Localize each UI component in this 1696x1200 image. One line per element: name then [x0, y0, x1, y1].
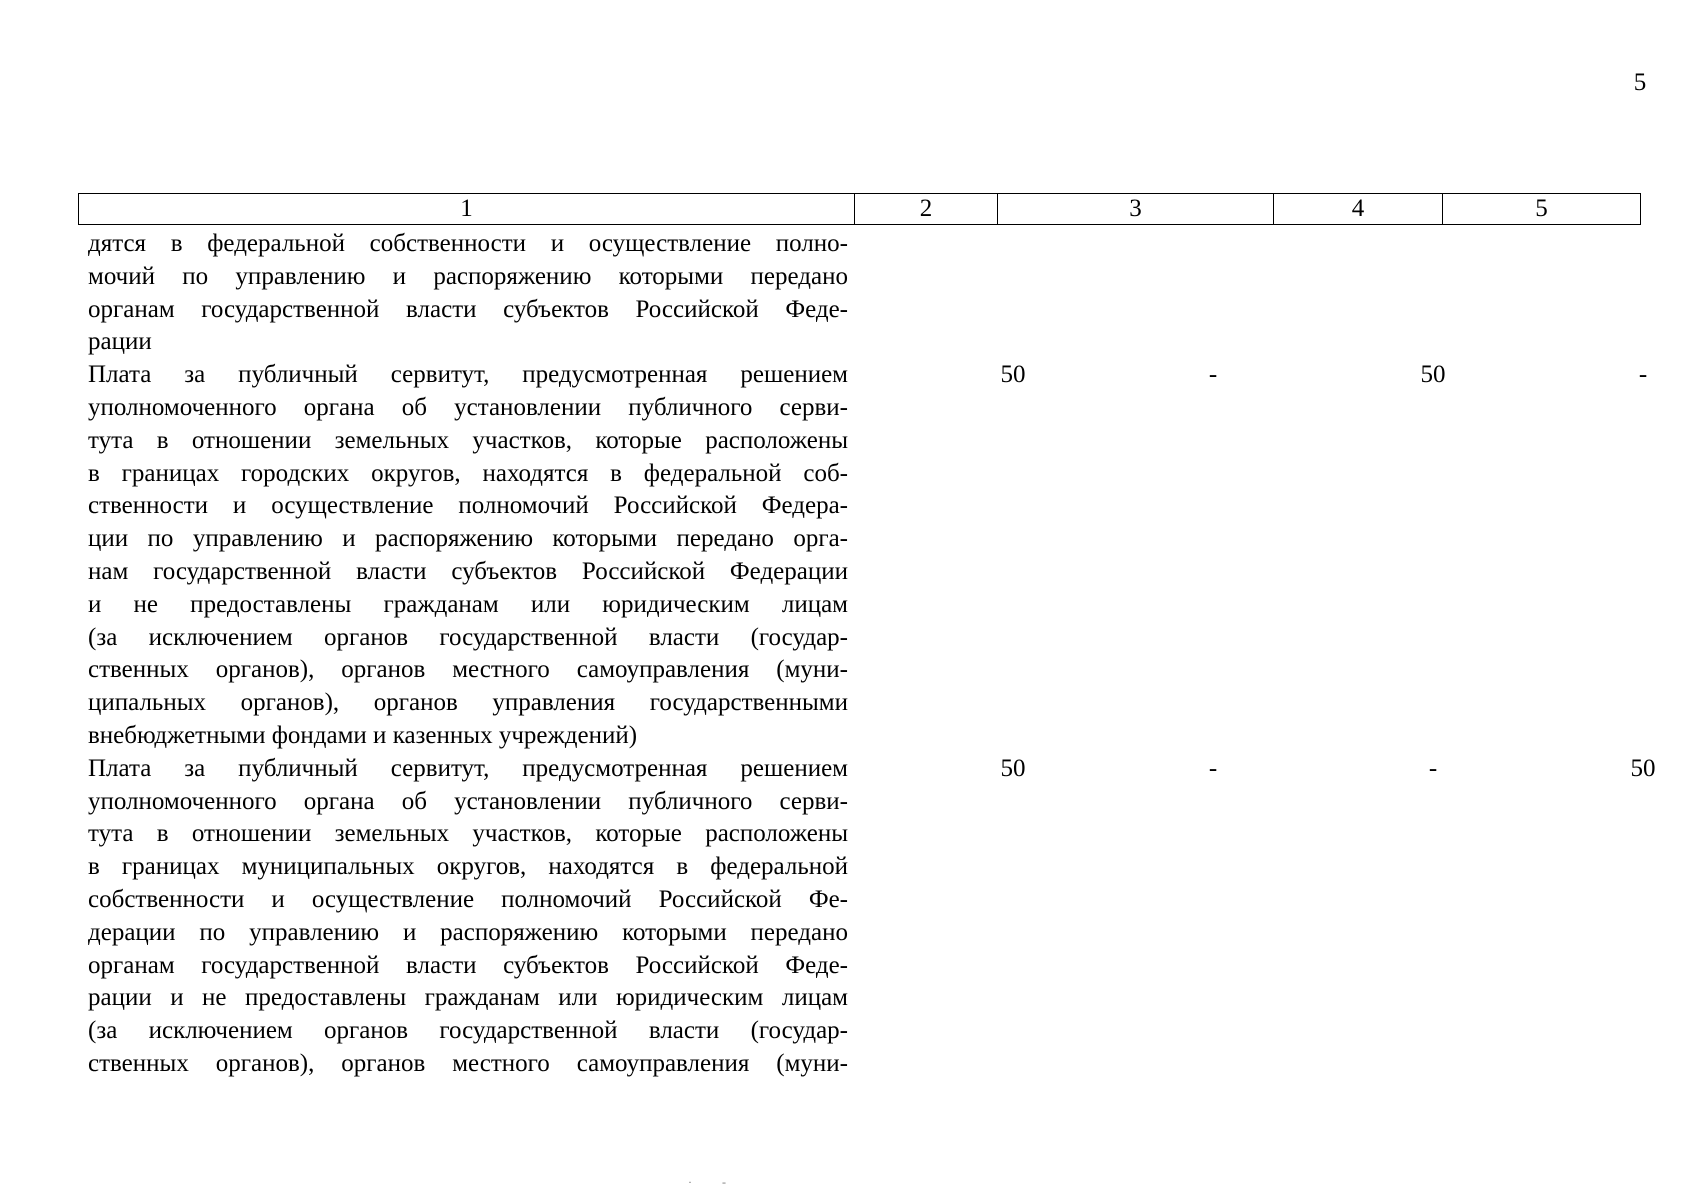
text-line: ственности и осуществление полномочий Российской Федера- — [88, 492, 848, 520]
scan-artifact: · - — [688, 1175, 726, 1189]
column-header-2: 2 — [855, 194, 998, 225]
cell-col-2: 50 — [1000, 361, 1026, 389]
row-description — [78, 359, 848, 753]
text-line: уполномоченного органа об установлении публичного серви- — [88, 787, 848, 815]
text-line: мочий по управлению и распоряжению которыми передано — [88, 262, 848, 290]
row-description — [78, 228, 848, 359]
text-line: Плата за публичный сервитут, предусмотренная решением — [88, 361, 848, 389]
text-line: рации — [88, 328, 152, 356]
cell-col-2: 50 — [1000, 754, 1026, 782]
cell-col-5: - — [1638, 361, 1648, 389]
text-line: ственных органов), органов местного самоуправления (муни- — [88, 656, 848, 684]
text-line: внебюджетными фондами и казенных учреждений) — [88, 721, 638, 749]
text-line: тута в отношении земельных участков, которые расположены — [88, 426, 848, 454]
page-number: 5 — [1633, 69, 1647, 96]
cell-col-3: - — [1208, 361, 1218, 389]
row-description — [78, 753, 848, 1081]
text-line: дятся в федеральной собственности и осуществление полно- — [88, 230, 848, 257]
text-line: ципальных органов), органов управления государственными — [88, 689, 848, 717]
text-line: дерации по управлению и распоряжению которыми передано — [88, 918, 848, 946]
cell-col-3: - — [1208, 754, 1218, 782]
table-row — [78, 228, 1640, 359]
table-row — [78, 359, 1648, 753]
table-header — [78, 193, 1641, 225]
column-header-1: 1 — [79, 194, 855, 225]
text-line: (за исключением органов государственной власти (государ- — [88, 1017, 848, 1045]
text-line: органам государственной власти субъектов Российской Феде- — [88, 951, 848, 979]
text-line: и не предоставлены гражданам или юридическим лицам — [88, 590, 848, 618]
cell-col-4: - — [1428, 754, 1438, 782]
text-line: в границах городских округов, находятся в федеральной соб- — [88, 459, 848, 487]
table-row — [78, 753, 1656, 1081]
table-body — [78, 228, 1656, 1081]
text-line: (за исключением органов государственной власти (государ- — [88, 623, 848, 651]
column-header-4: 4 — [1274, 194, 1443, 225]
column-header-5: 5 — [1443, 194, 1641, 225]
text-line: Плата за публичный сервитут, предусмотренная решением — [88, 754, 848, 782]
text-line: ственных органов), органов местного самоуправления (муни- — [88, 1049, 848, 1077]
text-line: в границах муниципальных округов, находятся в федеральной — [88, 853, 848, 881]
text-line: рации и не предоставлены гражданам или юридическим лицам — [88, 984, 848, 1012]
text-line: ции по управлению и распоряжению которыми передано орга- — [88, 525, 848, 553]
text-line: собственности и осуществление полномочий Российской Фе- — [88, 885, 848, 913]
cell-col-5: 50 — [1630, 754, 1656, 782]
column-header-3: 3 — [998, 194, 1274, 225]
cell-col-4: 50 — [1420, 361, 1446, 389]
text-line: нам государственной власти субъектов Российской Федерации — [88, 557, 848, 585]
text-line: уполномоченного органа об установлении публичного серви- — [88, 393, 848, 421]
text-line: органам государственной власти субъектов Российской Феде- — [88, 295, 848, 323]
text-line: тута в отношении земельных участков, которые расположены — [88, 820, 848, 848]
